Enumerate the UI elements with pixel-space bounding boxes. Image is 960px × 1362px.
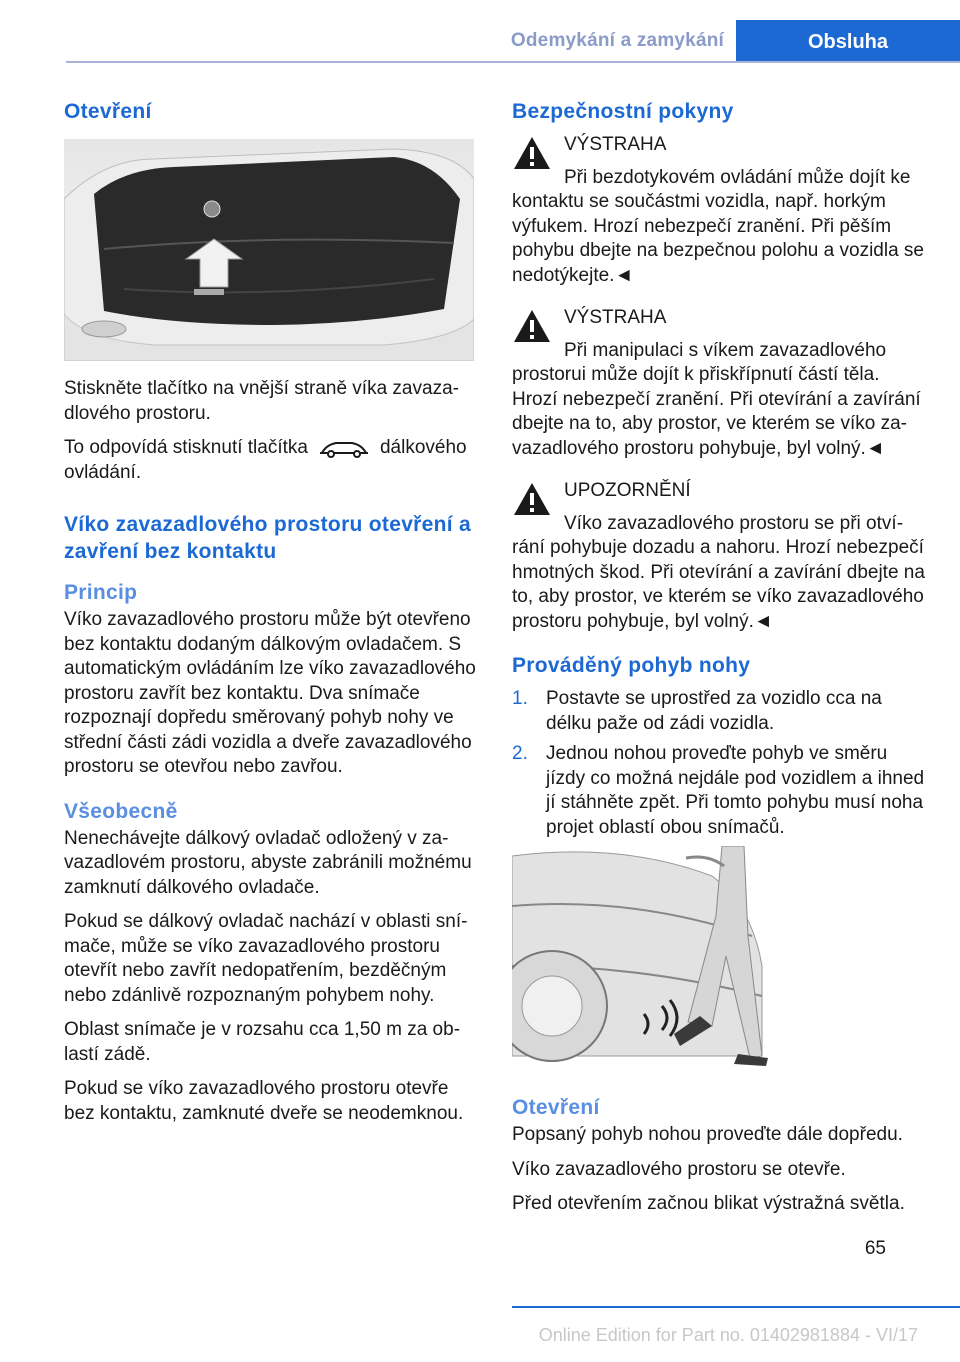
- warning-block: [512, 306, 926, 461]
- paragraph-press-button: Stiskněte tlačítko na vnější straně víka zavazadlového prostoru.: [64, 378, 459, 424]
- paragraph-general-2: Pokud se dálkový ovladač nachází v oblasti snímače, může se víko zavazadlového prostoru otevřít nebo zavřít nedopatřením, bezděčným nebo zdánlivě rozpoznaným pohybem nohy.: [64, 911, 468, 1006]
- remote-text-a: To odpovídá stisknutí tlačítka: [64, 437, 308, 458]
- step-number: 1.: [512, 688, 528, 709]
- warning-triangle-icon: [512, 135, 552, 171]
- list-item: [512, 687, 926, 736]
- car-remote-key-icon: [318, 437, 370, 459]
- warning-text: Při manipulaci s víkem zavazadlového prostorui může dojít k přiskřípnutí částí těla. Hrozí nebezpečí zranění. Při otevírání a zavírání dbejte na to, aby prostor, ve kterém se víko zavazadlového prostoru pohybuje, byl volný.◄: [512, 339, 921, 459]
- left-column: [64, 98, 478, 1136]
- paragraph-open-1: Popsaný pohyb nohou proveďte dále dopředu.: [512, 1124, 903, 1145]
- remote-text-b: dálkového ovládání.: [64, 437, 467, 483]
- heading-general: Všeobecně: [64, 799, 178, 823]
- chapter-tab: Obsluha: [736, 20, 960, 62]
- footer-rule: [512, 1306, 960, 1308]
- warning-triangle-icon: [512, 308, 552, 344]
- step-text: Postavte se uprostřed za vozidlo cca na délku paže od zádi vozidla.: [546, 688, 882, 734]
- paragraph-general-1: Nenechávejte dálkový ovladač odložený v zavazadlovém prostoru, abyste zabránili možnému zamknutí dálkového ovladače.: [64, 827, 472, 898]
- warning-heading: VÝSTRAHA: [564, 307, 667, 328]
- heading-safety: Bezpečnostní pokyny: [512, 100, 734, 123]
- notice-block: [512, 479, 926, 634]
- warning-heading: VÝSTRAHA: [564, 134, 667, 155]
- header-rule: [66, 61, 960, 63]
- paragraph-remote-equivalent: [64, 436, 478, 485]
- paragraph-open-3: Před otevřením začnou blikat výstražná světla.: [512, 1193, 905, 1214]
- paragraph-principle: Víko zavazadlového prostoru může být otevřeno bez kontaktu dodaným dálkovým ovladačem. S automatickým ovládáním lze víko zavazadlového prostoru zavřít bez kontaktu. Dva snímače rozpoznají dopředu směrovaný pohyb nohy ve střední části zádi vozidla a dveře zavazadlového prostoru se otevřou nebo zavřou.: [64, 609, 476, 777]
- page-number: 65: [864, 1238, 886, 1259]
- heading-open-2: Otevření: [512, 1096, 600, 1119]
- trunk-button-illustration: [64, 139, 474, 361]
- warning-block: [512, 133, 926, 288]
- list-item: [512, 742, 926, 840]
- paragraph-general-4: Pokud se víko zavazadlového prostoru otevře bez kontaktu, zamknuté dveře se neodemknou.: [64, 1078, 464, 1124]
- steps-list: [512, 687, 926, 840]
- step-text: Jednou nohou proveďte pohyb ve směru jízdy co možná nejdále pod vozidlem a ihned jí stáhněte zpět. Při tomto pohybu musí noha projet oblastí obou snímačů.: [546, 743, 925, 838]
- paragraph-open-2: Víko zavazadlového prostoru se otevře.: [512, 1158, 846, 1180]
- foot-gesture-illustration: [512, 846, 776, 1068]
- page-header: [66, 0, 960, 62]
- step-number: 2.: [512, 743, 528, 764]
- heading-foot-movement: Prováděný pohyb nohy: [512, 654, 751, 677]
- right-column: [512, 98, 926, 1227]
- warning-text: Při bezdotykovém ovládání může dojít ke kontaktu se součástmi vozidla, např. horkým výfukem. Hrozí nebezpečí zranění. Při pěším pohybu dbejte na bezpečnou polohu a vozidla se nedotýkejte.◄: [512, 166, 924, 286]
- notice-heading: UPOZORNĚNÍ: [564, 480, 691, 501]
- heading-touchless: Víko zavazadlového prostoru otevření a zavření bez kontaktu: [64, 513, 472, 563]
- heading-open: Otevření: [64, 100, 152, 123]
- notice-text: Víko zavazadlového prostoru se při otvírání pohybuje dozadu a nahoru. Hrozí nebezpečí hmotných škod. Při otevírání a zavírání dbejte na to, aby prostor, ve kterém se víko zavazadlového prostoru pohybuje, byl volný.◄: [512, 512, 925, 632]
- heading-principle: Princip: [64, 581, 138, 604]
- warning-triangle-icon: [512, 481, 552, 517]
- paragraph-general-3: Oblast snímače je v rozsahu cca 1,50 m za oblastí zádě.: [64, 1019, 461, 1065]
- section-title: Odemykání a zamykání: [510, 30, 724, 51]
- footer-edition: Online Edition for Part no. 01402981884 - VI/17: [538, 1325, 918, 1345]
